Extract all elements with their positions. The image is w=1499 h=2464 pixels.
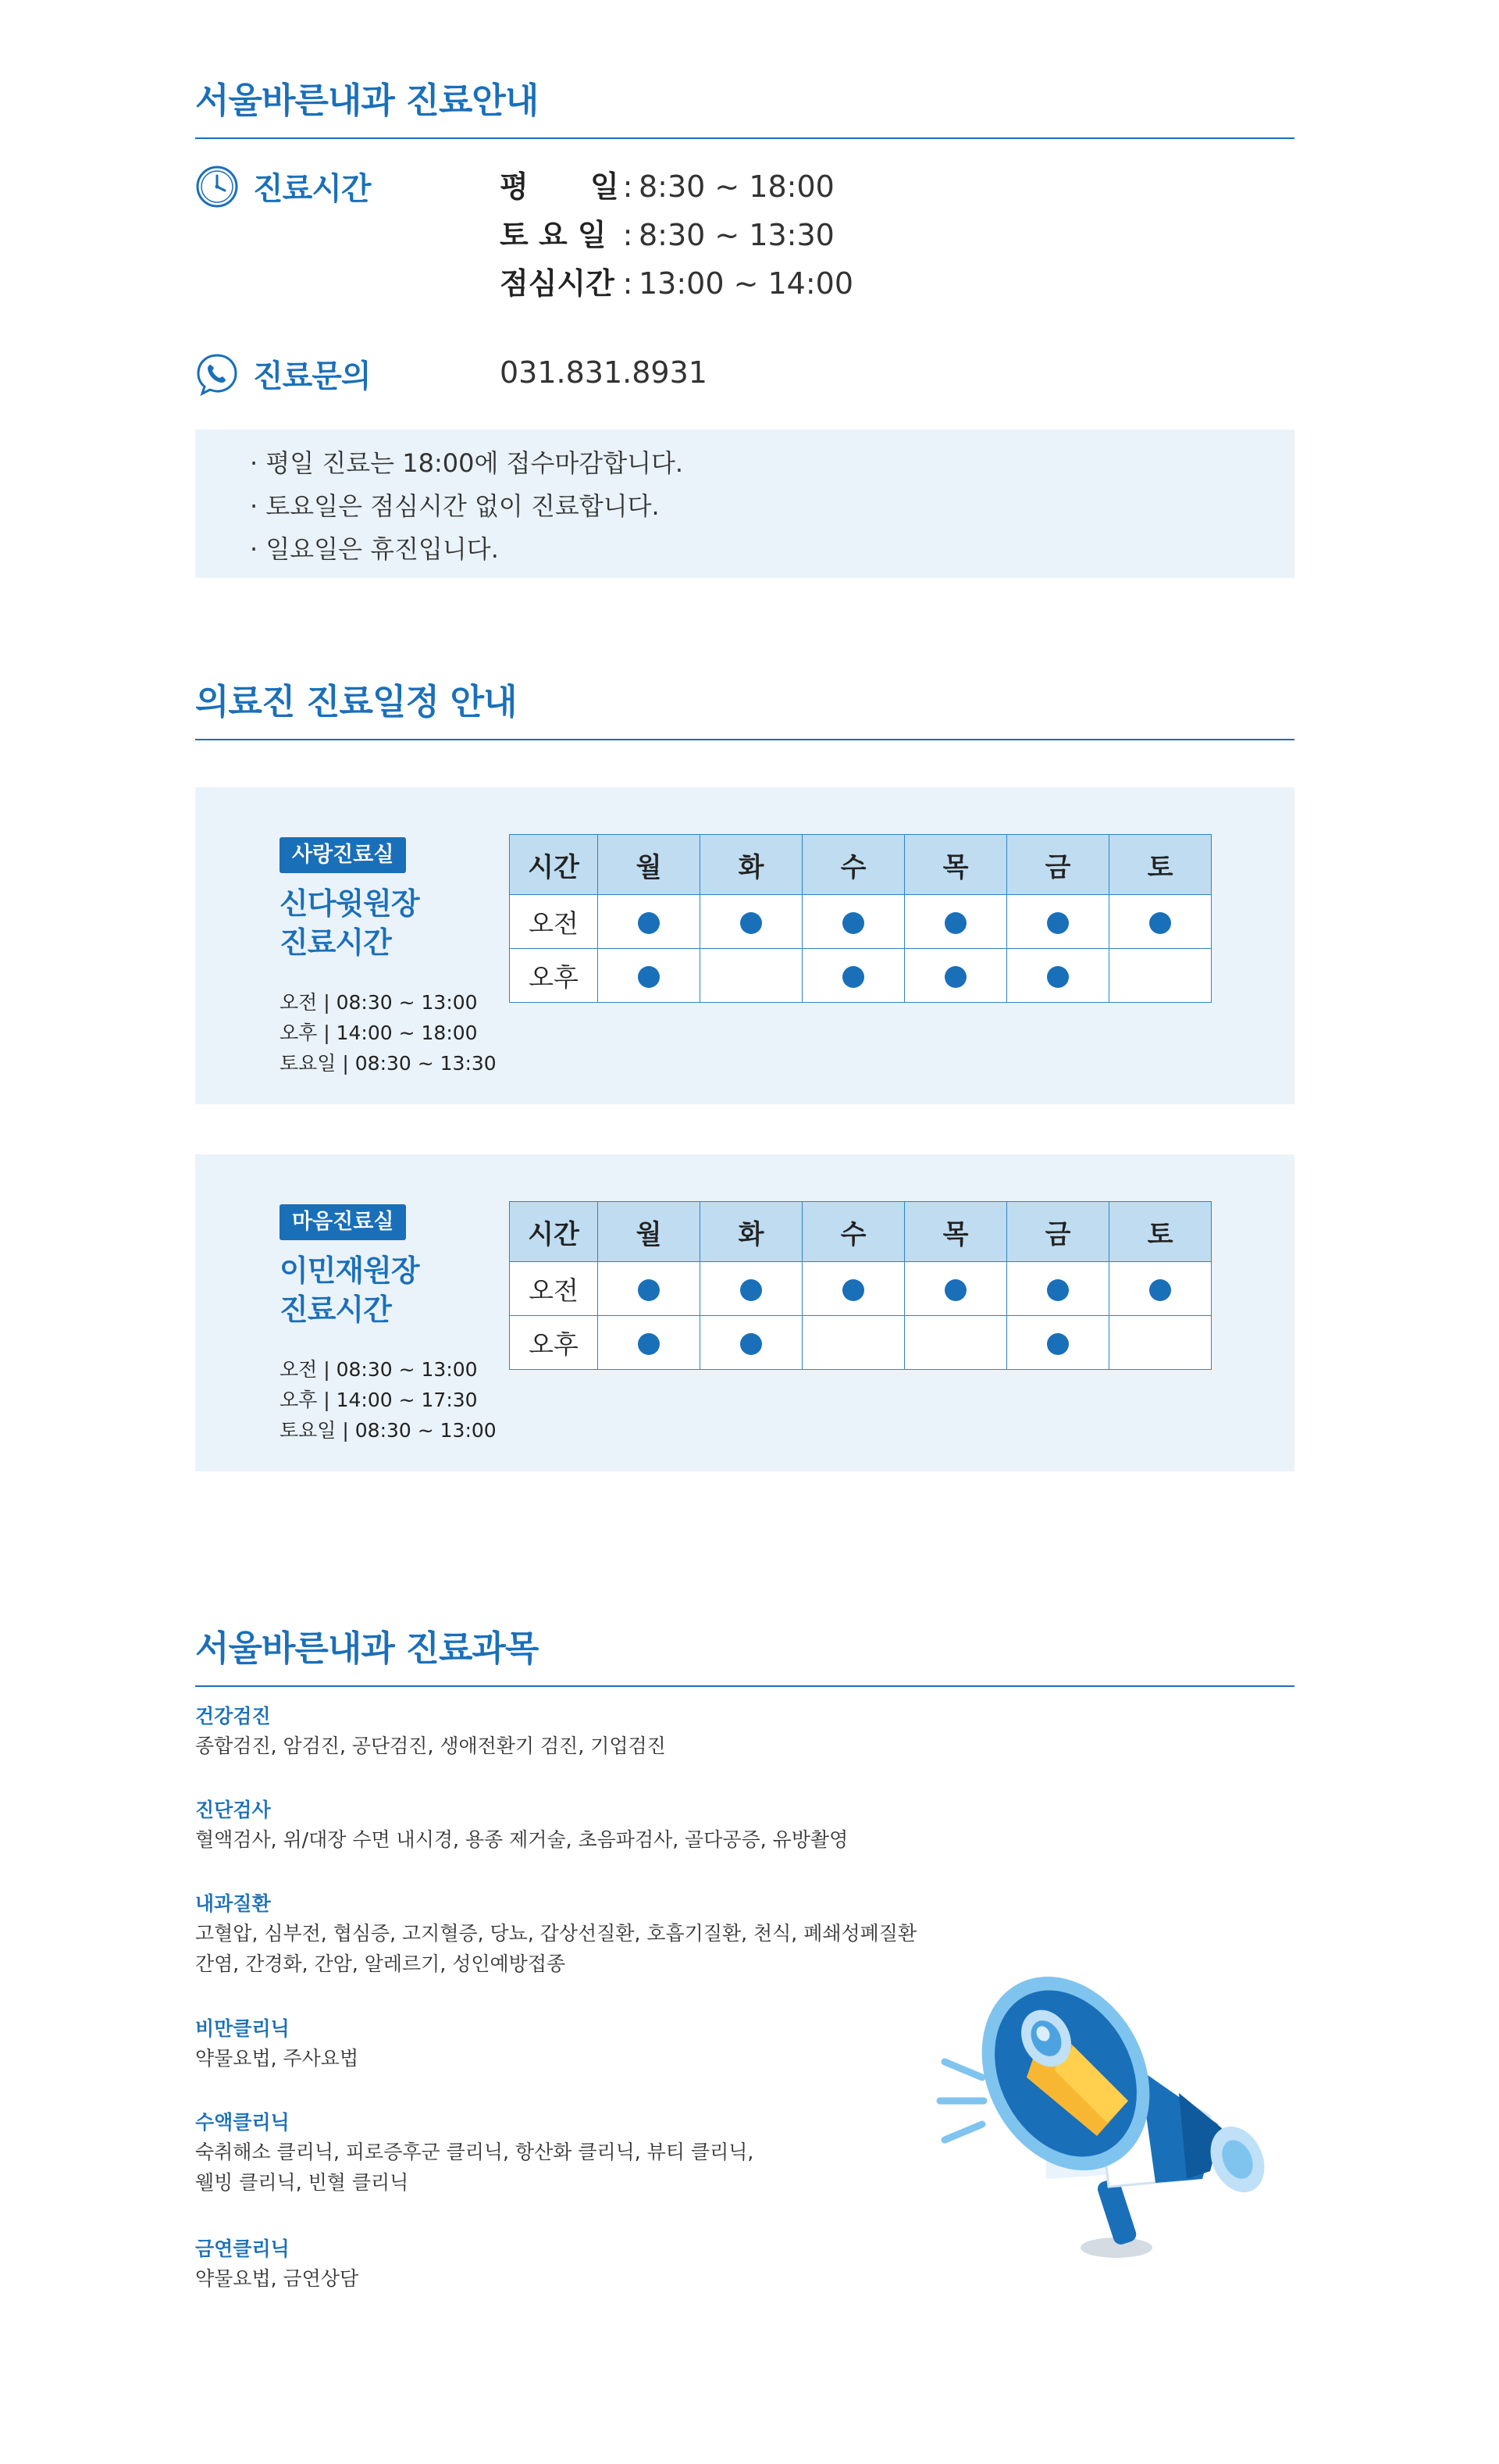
doctor-hours-line: 토요일 | 08:30 ~ 13:00 [280, 1419, 497, 1442]
subject-desc: 고혈압, 심부전, 협심증, 고지혈증, 당뇨, 갑상선질환, 호흡기질환, 천식, 폐쇄성폐질환 [195, 1922, 917, 1945]
schedule-cell [1109, 949, 1212, 1003]
header-cell: 월 [598, 835, 700, 895]
available-dot [638, 966, 660, 988]
subject-item [195, 2015, 358, 2074]
header-cell: 화 [700, 1202, 803, 1262]
available-dot [1149, 1279, 1171, 1301]
header-cell: 월 [598, 1202, 700, 1262]
header-cell: 수 [803, 1202, 905, 1262]
available-dot [945, 912, 967, 934]
inquiry-label-row [195, 351, 371, 396]
schedule-cell [905, 949, 1007, 1003]
doctor-name-line: 신다윗원장 [280, 886, 419, 921]
header-cell: 목 [905, 835, 1007, 895]
schedule-cell [598, 949, 700, 1003]
available-dot [740, 1279, 762, 1301]
phone-icon [195, 352, 239, 396]
subject-name: 내과질환 [195, 1892, 271, 1915]
header-cell: 화 [700, 835, 803, 895]
notice-box [195, 430, 1294, 578]
hours-value: 13:00 ~ 14:00 [639, 266, 854, 301]
notice-line: · 평일 진료는 18:00에 접수마감합니다. [250, 448, 684, 478]
schedule-cell [905, 895, 1007, 949]
available-dot [842, 966, 864, 988]
header-cell: 시간 [510, 1202, 598, 1262]
header-cell: 목 [905, 1202, 1007, 1262]
doctor-name [280, 1251, 419, 1329]
available-dot [1149, 912, 1171, 934]
schedule-title: 의료진 진료일정 안내 [195, 679, 1294, 740]
hours-value: 8:30 ~ 13:30 [639, 218, 835, 252]
doctor-hours-line: 토요일 | 08:30 ~ 13:30 [280, 1052, 497, 1075]
schedule-header-row [510, 835, 1212, 895]
schedule-cell [803, 949, 905, 1003]
schedule-row [510, 949, 1212, 1003]
subject-desc: 간염, 간경화, 간암, 알레르기, 성인예방접종 [195, 1952, 566, 1975]
phone-number[interactable]: 031.831.8931 [500, 355, 707, 390]
hours-key: 평 일 [500, 169, 619, 204]
available-dot [1047, 966, 1069, 988]
subject-name: 진단검사 [195, 1799, 271, 1821]
header-cell: 수 [803, 835, 905, 895]
schedule-cell [1007, 949, 1109, 1003]
schedule-cell [700, 895, 803, 949]
doctor-name-line: 이민재원장 [280, 1253, 419, 1288]
header-cell: 토 [1109, 1202, 1212, 1262]
subject-desc: 종합검진, 암검진, 공단검진, 생애전환기 검진, 기업검진 [195, 1735, 666, 1757]
schedule-cell [1109, 1316, 1212, 1370]
doctor-hours [280, 987, 497, 1079]
subject-name: 수액클리닉 [195, 2111, 290, 2134]
doctor-name-line: 진료시간 [280, 925, 391, 960]
subject-name: 비만클리닉 [195, 2017, 290, 2040]
schedule-row [510, 1262, 1212, 1316]
room-badge: 마음진료실 [280, 1204, 406, 1240]
subjects-title: 서울바른내과 진료과목 [195, 1626, 1294, 1687]
schedule-cell [700, 1262, 803, 1316]
schedule-row [510, 1316, 1212, 1370]
schedule-cell [1007, 1262, 1109, 1316]
header-cell: 금 [1007, 1202, 1109, 1262]
doctor-name-line: 진료시간 [280, 1293, 391, 1327]
doctor-schedule-card [195, 787, 1294, 1104]
doctor-hours-line: 오후 | 14:00 ~ 18:00 [280, 1022, 478, 1044]
header-cell: 토 [1109, 835, 1212, 895]
doctor-hours-line: 오후 | 14:00 ~ 17:30 [280, 1389, 478, 1411]
schedule-table [509, 1201, 1212, 1370]
schedule-cell [1007, 895, 1109, 949]
schedule-cell [803, 895, 905, 949]
row-label: 오전 [510, 895, 598, 949]
hours-key: 점심시간 [500, 266, 614, 301]
available-dot [1047, 912, 1069, 934]
room-badge: 사랑진료실 [280, 837, 406, 873]
schedule-cell [1007, 1316, 1109, 1370]
row-label: 오후 [510, 949, 598, 1003]
schedule-cell [598, 895, 700, 949]
schedule-table [509, 834, 1212, 1003]
subject-item [195, 2235, 358, 2294]
subject-item [195, 1796, 848, 1855]
available-dot [842, 1279, 864, 1301]
notice-line: · 토요일은 점심시간 없이 진료합니다. [250, 491, 660, 521]
hours-sep: : [622, 218, 633, 252]
hours-sep: : [622, 266, 633, 301]
doctor-hours-line: 오전 | 08:30 ~ 13:00 [280, 991, 478, 1014]
schedule-cell [803, 1316, 905, 1370]
schedule-cell [700, 1316, 803, 1370]
subject-desc: 숙취해소 클리닉, 피로증후군 클리닉, 항산화 클리닉, 뷰티 클리닉, [195, 2141, 754, 2163]
schedule-cell [598, 1316, 700, 1370]
doctor-hours-line: 오전 | 08:30 ~ 13:00 [280, 1358, 478, 1381]
header-cell: 금 [1007, 835, 1109, 895]
notice-line: · 일요일은 휴진입니다. [250, 534, 499, 564]
available-dot [1047, 1333, 1069, 1355]
available-dot [945, 1279, 967, 1301]
hours-value: 8:30 ~ 18:00 [639, 169, 835, 204]
hours-sep: : [622, 169, 633, 204]
available-dot [740, 1333, 762, 1355]
available-dot [638, 912, 660, 934]
sound-wave-lines [940, 2062, 984, 2140]
subject-item [195, 1890, 917, 1979]
available-dot [638, 1279, 660, 1301]
subject-desc: 약물요법, 금연상담 [195, 2267, 359, 2290]
subject-desc: 약물요법, 주사요법 [195, 2047, 359, 2070]
megaphone-icon [929, 1945, 1273, 2273]
hours-row-saturday [500, 211, 853, 259]
available-dot [638, 1333, 660, 1355]
subject-name: 건강검진 [195, 1705, 271, 1728]
doctor-name [280, 884, 419, 962]
available-dot [740, 912, 762, 934]
row-label: 오후 [510, 1316, 598, 1370]
schedule-cell [905, 1316, 1007, 1370]
clock-icon [195, 165, 239, 209]
hours-label-row [195, 164, 371, 209]
inquiry-label: 진료문의 [253, 358, 371, 394]
subject-item [195, 1703, 666, 1761]
subject-item [195, 2109, 753, 2198]
available-dot [842, 912, 864, 934]
schedule-cell [1109, 895, 1212, 949]
schedule-row [510, 895, 1212, 949]
schedule-cell [598, 1262, 700, 1316]
clinic-info-title: 서울바른내과 진료안내 [195, 78, 1294, 139]
header-cell: 시간 [510, 835, 598, 895]
available-dot [1047, 1279, 1069, 1301]
hours-row-lunch [500, 259, 853, 308]
subject-name: 금연클리닉 [195, 2238, 290, 2260]
doctor-schedule-card [195, 1154, 1294, 1471]
hours-list [500, 162, 853, 308]
doctor-hours [280, 1354, 497, 1446]
hours-key: 토 요 일 [500, 218, 607, 252]
subject-desc: 혈액검사, 위/대장 수면 내시경, 용종 제거술, 초음파검사, 골다공증, 유방촬영 [195, 1828, 849, 1851]
schedule-cell [905, 1262, 1007, 1316]
schedule-cell [1109, 1262, 1212, 1316]
hours-row-weekday [500, 162, 853, 211]
hours-label: 진료시간 [253, 171, 371, 207]
schedule-cell [700, 949, 803, 1003]
available-dot [945, 966, 967, 988]
subject-desc: 웰빙 클리닉, 빈혈 클리닉 [195, 2171, 409, 2194]
row-label: 오전 [510, 1262, 598, 1316]
schedule-cell [803, 1262, 905, 1316]
schedule-header-row [510, 1202, 1212, 1262]
